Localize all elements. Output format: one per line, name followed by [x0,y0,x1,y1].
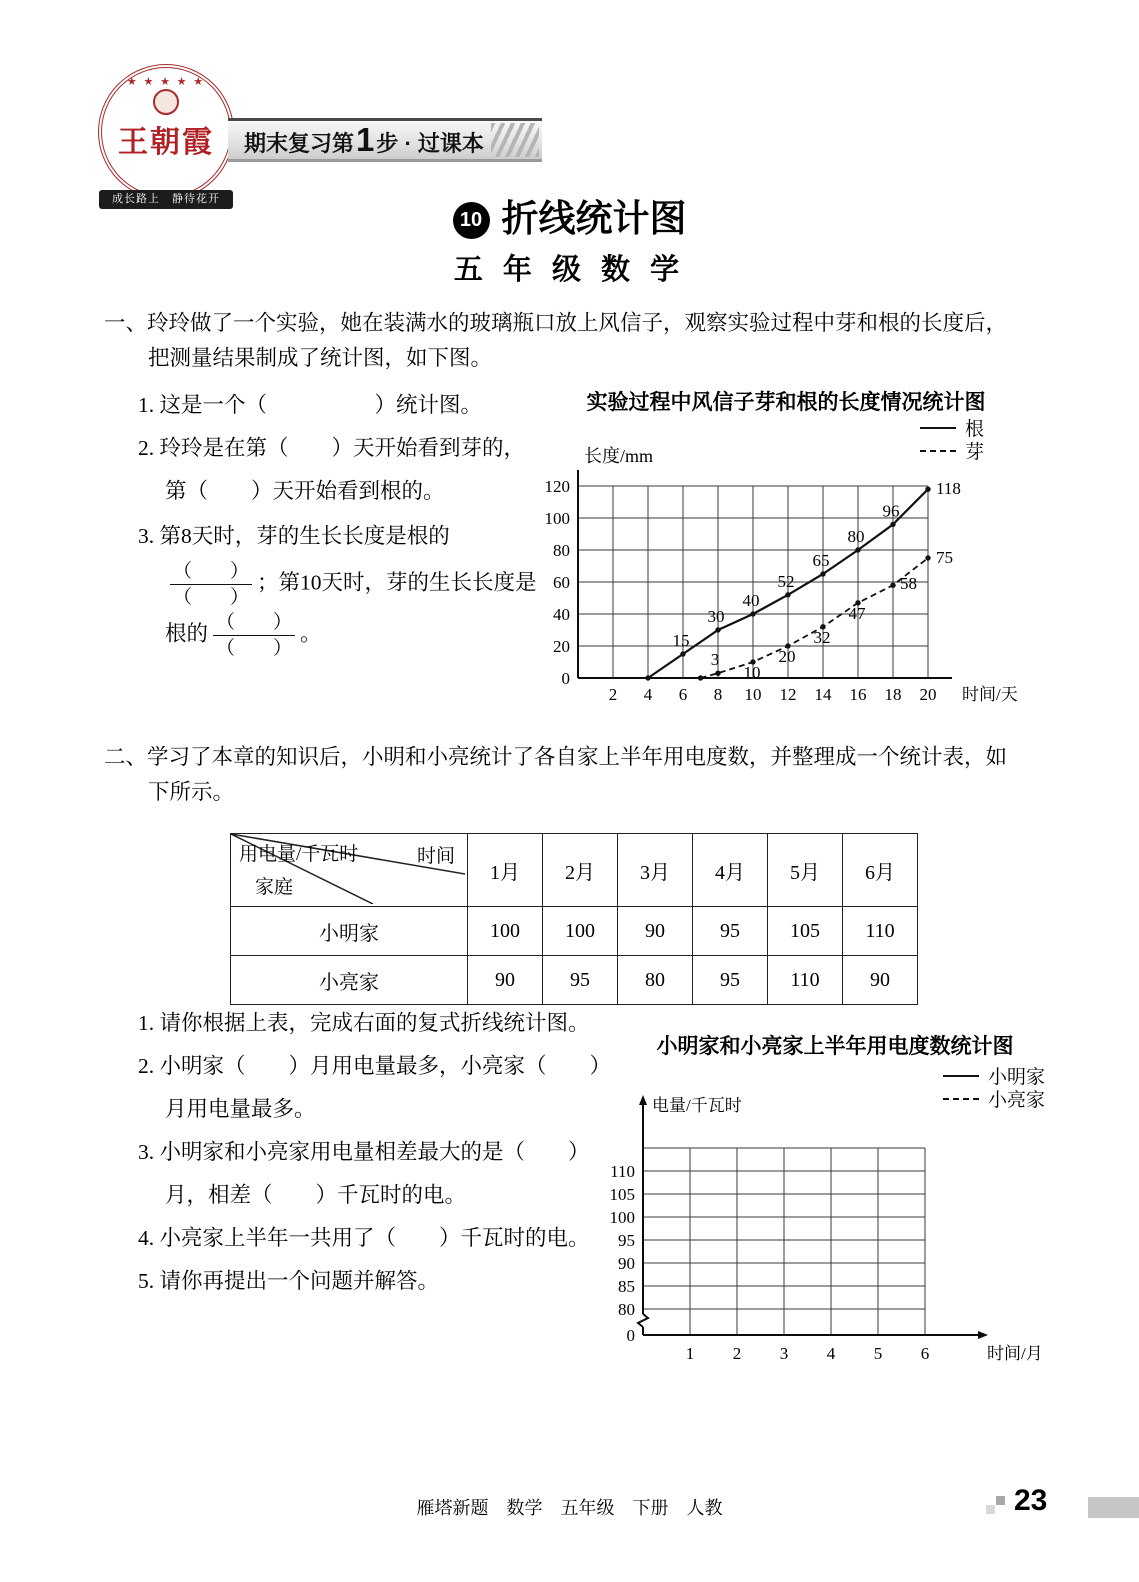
usage-value: 100 [468,907,543,956]
portrait-icon [153,89,179,115]
svg-text:40: 40 [553,605,570,624]
usage-value: 90 [618,907,693,956]
fraction-blank-2 [213,610,295,661]
footer-square-decoration [986,1505,995,1514]
svg-text:80: 80 [618,1300,635,1319]
empty-line-chart-grid [585,1087,1080,1387]
svg-text:100: 100 [544,509,570,528]
month-header: 6月 [843,834,918,907]
corner-label-time: 时间 [416,846,455,867]
usage-value: 110 [768,956,843,1005]
svg-text:1: 1 [685,1344,695,1363]
solid-line-icon [943,1075,979,1077]
legend-label: 芽 [964,442,984,463]
month-header: 3月 [618,834,693,907]
svg-text:95: 95 [618,1231,635,1250]
svg-text:电量/千瓦时: 电量/千瓦时 [652,1096,742,1115]
svg-text:80: 80 [553,541,570,560]
svg-text:10: 10 [744,685,762,704]
svg-text:3: 3 [710,650,720,670]
svg-text:80: 80 [847,527,865,546]
dashed-line-icon [920,450,956,452]
svg-text:10: 10 [743,663,761,682]
svg-text:90: 90 [618,1254,635,1273]
page-number: 23 [1014,1484,1048,1517]
svg-text:14: 14 [814,685,832,704]
band-text-pre: 期末复习第 [244,131,355,156]
lesson-number-badge: 10 [453,202,490,239]
svg-text:32: 32 [813,627,831,647]
solid-line-icon [920,427,956,429]
svg-text:105: 105 [609,1185,635,1204]
lesson-title [0,188,1139,242]
stripes-decoration [491,123,539,157]
q3-text-1: 3. 第8天时，芽的生长长度是根的 [138,524,450,548]
svg-text:118: 118 [936,479,961,499]
fraction-numerator: （ ） [173,561,250,582]
table-header-row [231,834,918,907]
svg-text:16: 16 [849,685,867,704]
svg-text:3: 3 [779,1344,789,1363]
question-2-2: 2. 小明家（ ）月用电量最多，小亮家（ ）月用电量最多。 [138,1054,612,1121]
svg-text:0: 0 [561,669,570,688]
page-edge-bar [1088,1497,1139,1518]
svg-text:时间/天: 时间/天 [962,685,1018,704]
corner-label-family: 家庭 [255,877,294,898]
legend-label: 根 [964,419,984,440]
section2-intro: 二、学习了本章的知识后，小明和小亮统计了各自家上半年用电度数，并整理成一个统计表，如下所示。 [104,745,1008,804]
svg-text:0: 0 [626,1326,635,1345]
usage-value: 95 [693,907,768,956]
family-row-label: 小亮家 [231,956,468,1005]
fraction-denominator: （ ） [170,584,252,610]
svg-text:20: 20 [919,685,937,704]
svg-text:6: 6 [678,685,688,704]
q3-text-3: 。 [300,621,322,646]
chart1-legend [920,416,984,462]
corner-label-quantity: 用电量/千瓦时 [239,844,359,865]
footer-text: 雁塔新题 数学 五年级 下册 人教 [416,1498,723,1518]
svg-text:2: 2 [732,1344,742,1363]
chart2-block [585,1030,1085,1420]
month-header: 1月 [468,834,543,907]
svg-text:4: 4 [643,685,653,704]
fraction-denominator: （ ） [213,635,295,661]
legend-item-sprout [920,439,984,462]
question-2-4: 4. 小亮家上半年一共用了（ ）千瓦时的电。 [138,1226,590,1250]
chart1-block [540,386,1032,720]
svg-text:58: 58 [900,574,917,594]
q3-text-2: ；第10天时，芽的生长长度是根的 [165,570,537,646]
chart2-title: 小明家和小亮家上半年用电度数统计图 [656,1035,1014,1058]
electricity-table [230,833,918,1005]
svg-text:18: 18 [884,685,902,704]
section2-questions [138,1002,618,1303]
svg-text:20: 20 [778,647,796,666]
table-row [231,956,918,1005]
svg-text:65: 65 [812,551,830,570]
month-header: 2月 [543,834,618,907]
stars-icon: ★ ★ ★ ★ ★ [126,76,206,88]
svg-text:52: 52 [777,571,795,591]
fraction-numerator: （ ） [216,612,293,633]
diagonal-header-cell [231,834,468,907]
svg-text:85: 85 [618,1277,635,1296]
section1-questions [138,384,538,661]
svg-text:12: 12 [779,685,797,704]
grade-subtitle: 五 年 级 数 学 [453,254,686,286]
legend-item-root [920,416,984,439]
band-text-post: 步 · 过课本 [376,131,484,156]
band-step-number: 1 [356,121,375,158]
usage-value: 90 [843,956,918,1005]
family-row-label: 小明家 [231,907,468,956]
usage-value: 110 [843,907,918,956]
section1-intro: 一、玲玲做了一个实验，她在装满水的玻璃瓶口放上风信子，观察实验过程中芽和根的长度后，把测量结果制成了统计图，如下图。 [104,311,1008,370]
usage-value: 100 [543,907,618,956]
question-2-1: 1. 请你根据上表，完成右面的复式折线统计图。 [138,1011,590,1035]
question-1-3 [138,513,538,661]
logo-circle [98,64,234,200]
legend-label: 小亮家 [987,1090,1045,1111]
question-2-3: 3. 小明家和小亮家用电量相差最大的是（ ）月，相差（ ）千瓦时的电。 [138,1140,590,1207]
header-band [228,118,542,162]
svg-text:30: 30 [707,607,725,626]
fraction-blank-1 [170,559,252,610]
chart1-title: 实验过程中风信子芽和根的长度情况统计图 [586,391,986,414]
svg-text:40: 40 [742,591,760,610]
svg-text:47: 47 [848,603,866,623]
svg-text:100: 100 [609,1208,635,1227]
question-2-5: 5. 请你再提出一个问题并解答。 [138,1269,440,1293]
question-1-1: 1. 这是一个（ ）统计图。 [138,393,483,417]
legend-label: 小明家 [987,1067,1045,1088]
svg-text:4: 4 [826,1344,836,1363]
svg-text:15: 15 [672,631,690,650]
footer-square-decoration [996,1496,1005,1505]
svg-text:75: 75 [936,548,953,567]
usage-value: 80 [618,956,693,1005]
svg-text:96: 96 [882,501,900,521]
table-row [231,907,918,956]
logo-brand-name: 王朝霞 [118,126,214,159]
svg-text:120: 120 [544,477,570,496]
band-text [244,121,484,159]
usage-value: 95 [543,956,618,1005]
usage-value: 90 [468,956,543,1005]
legend-item-xiaoming [943,1064,1045,1087]
svg-text:5: 5 [873,1344,883,1363]
svg-text:60: 60 [553,573,570,592]
usage-value: 105 [768,907,843,956]
line-chart-root-sprout [540,460,1032,712]
svg-text:6: 6 [920,1344,930,1363]
svg-text:时间/月: 时间/月 [987,1344,1043,1363]
month-header: 5月 [768,834,843,907]
svg-text:110: 110 [610,1162,635,1181]
logo-ribbon: 成长路上 静待花开 [99,190,233,209]
lesson-title-text: 折线统计图 [501,198,687,239]
month-header: 4月 [693,834,768,907]
svg-text:8: 8 [713,685,723,704]
question-1-2: 2. 玲玲是在第（ ）天开始看到芽的，第（ ）天开始看到根的。 [138,436,526,503]
chart1-y-axis-label: 长度/mm [584,446,654,466]
svg-text:2: 2 [608,685,618,704]
usage-value: 95 [693,956,768,1005]
svg-text:20: 20 [553,637,570,656]
